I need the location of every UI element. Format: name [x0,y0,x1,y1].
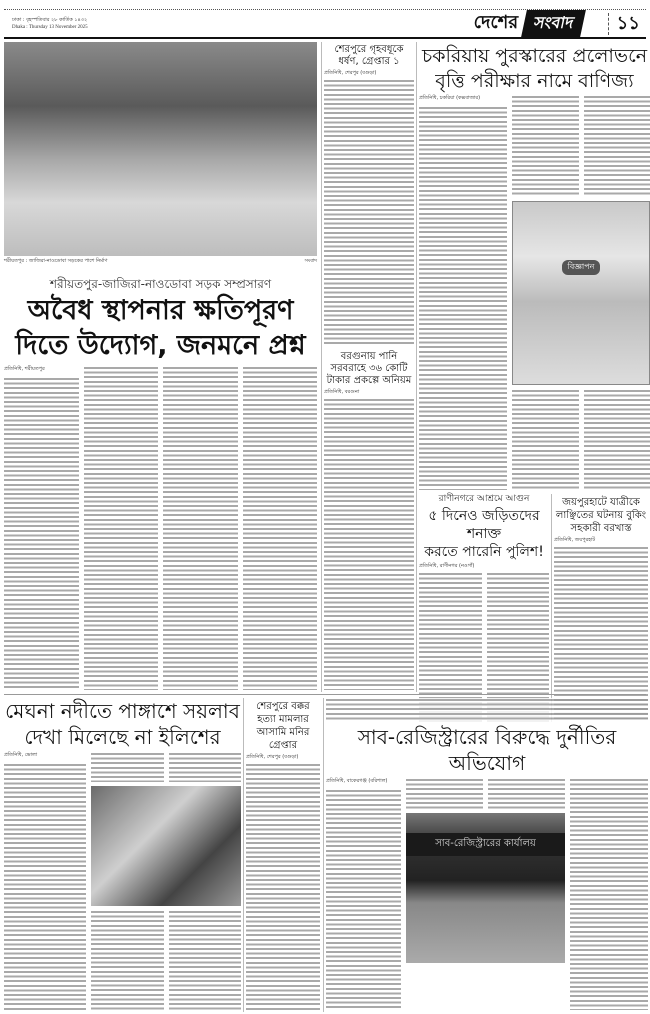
page-number: ১১ [608,13,646,35]
byline: প্রতিনিধি, বাকেরগঞ্জ (বরিশাল) [326,778,388,784]
headline: বরগুনায় পানি সরবরাহে ৩৬ কোটি টাকার প্রকল্পে অনিয়ম [326,350,412,386]
article-body-text [488,778,565,809]
article-body-text [246,763,320,1010]
column-divider [323,698,324,1012]
middle-column [324,44,414,690]
column-divider [321,42,322,692]
article-body-text [326,698,648,722]
byline: প্রতিনিধি, শরীয়তপুর [4,365,45,372]
story-subregistrar [326,698,648,1010]
story-joypurhat [554,496,648,722]
headline: সাব-রেজিস্ট্রারের বিরুদ্ধে দুর্নীতির অভিযোগ [357,725,617,775]
article-body-text [326,789,401,1010]
photo-caption: শরীয়তপুর : জাজিরা-নাওডোবা সড়কের পাশে নির্মাণ [4,258,108,264]
story-raninagar [419,494,549,722]
article-body-text [512,95,579,196]
headline-line-1: মেঘনা নদীতে পাঙ্গাশে সয়লাব [5,699,240,723]
article-body-text [419,106,507,490]
article-body-text [243,366,318,690]
headline [419,44,650,93]
dateline [4,17,88,31]
story-chakaria [419,44,650,490]
byline: প্রতিনিধি, বরগুনা [324,388,360,395]
headline: জয়পুরহাটে যাত্রীকে লাঞ্ছিতের ঘটনায় বুকিং সহকারী বরখাস্ত [555,497,647,534]
section-masthead [474,8,584,39]
article-body-text [584,95,650,196]
headline-line-1: চকরিয়ায় পুরস্কারের প্রলোভনে [421,45,648,67]
article-body-text [512,389,579,490]
column-divider [551,494,552,722]
kicker: শরীয়তপুর-জাজিরা-নাওডোবা সড়ক সম্প্রসারণ [49,277,272,291]
headline-line-2: দেখা মিলেছে না ইলিশের [24,725,221,749]
masthead-word-2: সংবাদ [521,10,586,37]
article-body-text [584,389,650,490]
section-rule [4,694,646,695]
story-meghna [4,698,241,1010]
article-body-text [169,910,242,1010]
kicker: রাণীনগরে আশ্রমে আগুন [438,494,530,504]
article-body-text [324,398,414,690]
headline [4,698,241,750]
column-divider [416,42,417,692]
advert-label: বিজ্ঞাপন [562,260,601,275]
photo-credit: সংবাদ [304,258,317,264]
office-photo [406,813,565,963]
headline [419,507,549,562]
masthead-word-1: দেশের [473,12,519,33]
byline: প্রতিনিধি, চকরিয়া (কক্সবাজার) [419,95,481,102]
headline-line-2: করতে পারেনি পুলিশ! [424,544,544,561]
story-sherpur-murder [246,700,320,1010]
article-body-text [554,546,648,722]
headline: শেরপুরে বক্কর হত্যা মামলার আসামি মনির গ্রেপ্তার [256,701,310,751]
byline: প্রতিনিধি, শেরপুর (বগুড়া) [246,754,299,760]
article-body-text [406,778,483,809]
byline: প্রতিনিধি, শেরপুর (বগুড়া) [324,70,377,76]
article-body-text [4,377,79,690]
byline: প্রতিনিধি, ভোলা [4,752,38,758]
headline-line-1: ৫ দিনেও জড়িতদের শনাক্ত [428,507,540,542]
headline-line-1: অবৈধ স্থাপনার ক্ষতিপূরণ [27,295,294,327]
article-body-text [4,763,86,1010]
road-houses-photo [4,42,317,256]
date-english: Dhaka : Thursday 13 November 2025 [12,24,88,30]
column-divider [243,698,244,1012]
byline: প্রতিনিধি, জয়পুরহাট [554,537,596,543]
article-body-text [91,910,164,1010]
header-bottom-rule [4,37,646,39]
date-bengali: ঢাকা : বৃহস্পতিবার ২৮ কার্তিক ১৪৩২ [12,16,88,23]
page-header [4,11,646,36]
byline: প্রতিনিধি, রাণীনগর (নওগাঁ) [419,563,475,570]
advertisement[interactable] [512,201,650,385]
article-body-text [324,79,414,345]
article-body-text [169,752,242,782]
article-body-text [91,752,164,782]
story-shariatpur [4,42,317,690]
headline-line-2: দিতে উদ্যোগ, জনমনে প্রশ্ন [15,330,306,362]
article-body-text [570,778,648,1010]
article-body-text [84,366,159,690]
headline [4,293,317,363]
headline-line-2: বৃত্তি পরীক্ষার নামে বাণিজ্য [435,69,634,92]
article-body-text [163,366,238,690]
office-signboard: সাব-রেজিস্ট্রারের কার্যালয় [406,833,565,856]
fish-market-photo [91,786,241,906]
headline: শেরপুরে গৃহবধূকে ধর্ষণ, গ্রেপ্তার ১ [334,44,404,67]
